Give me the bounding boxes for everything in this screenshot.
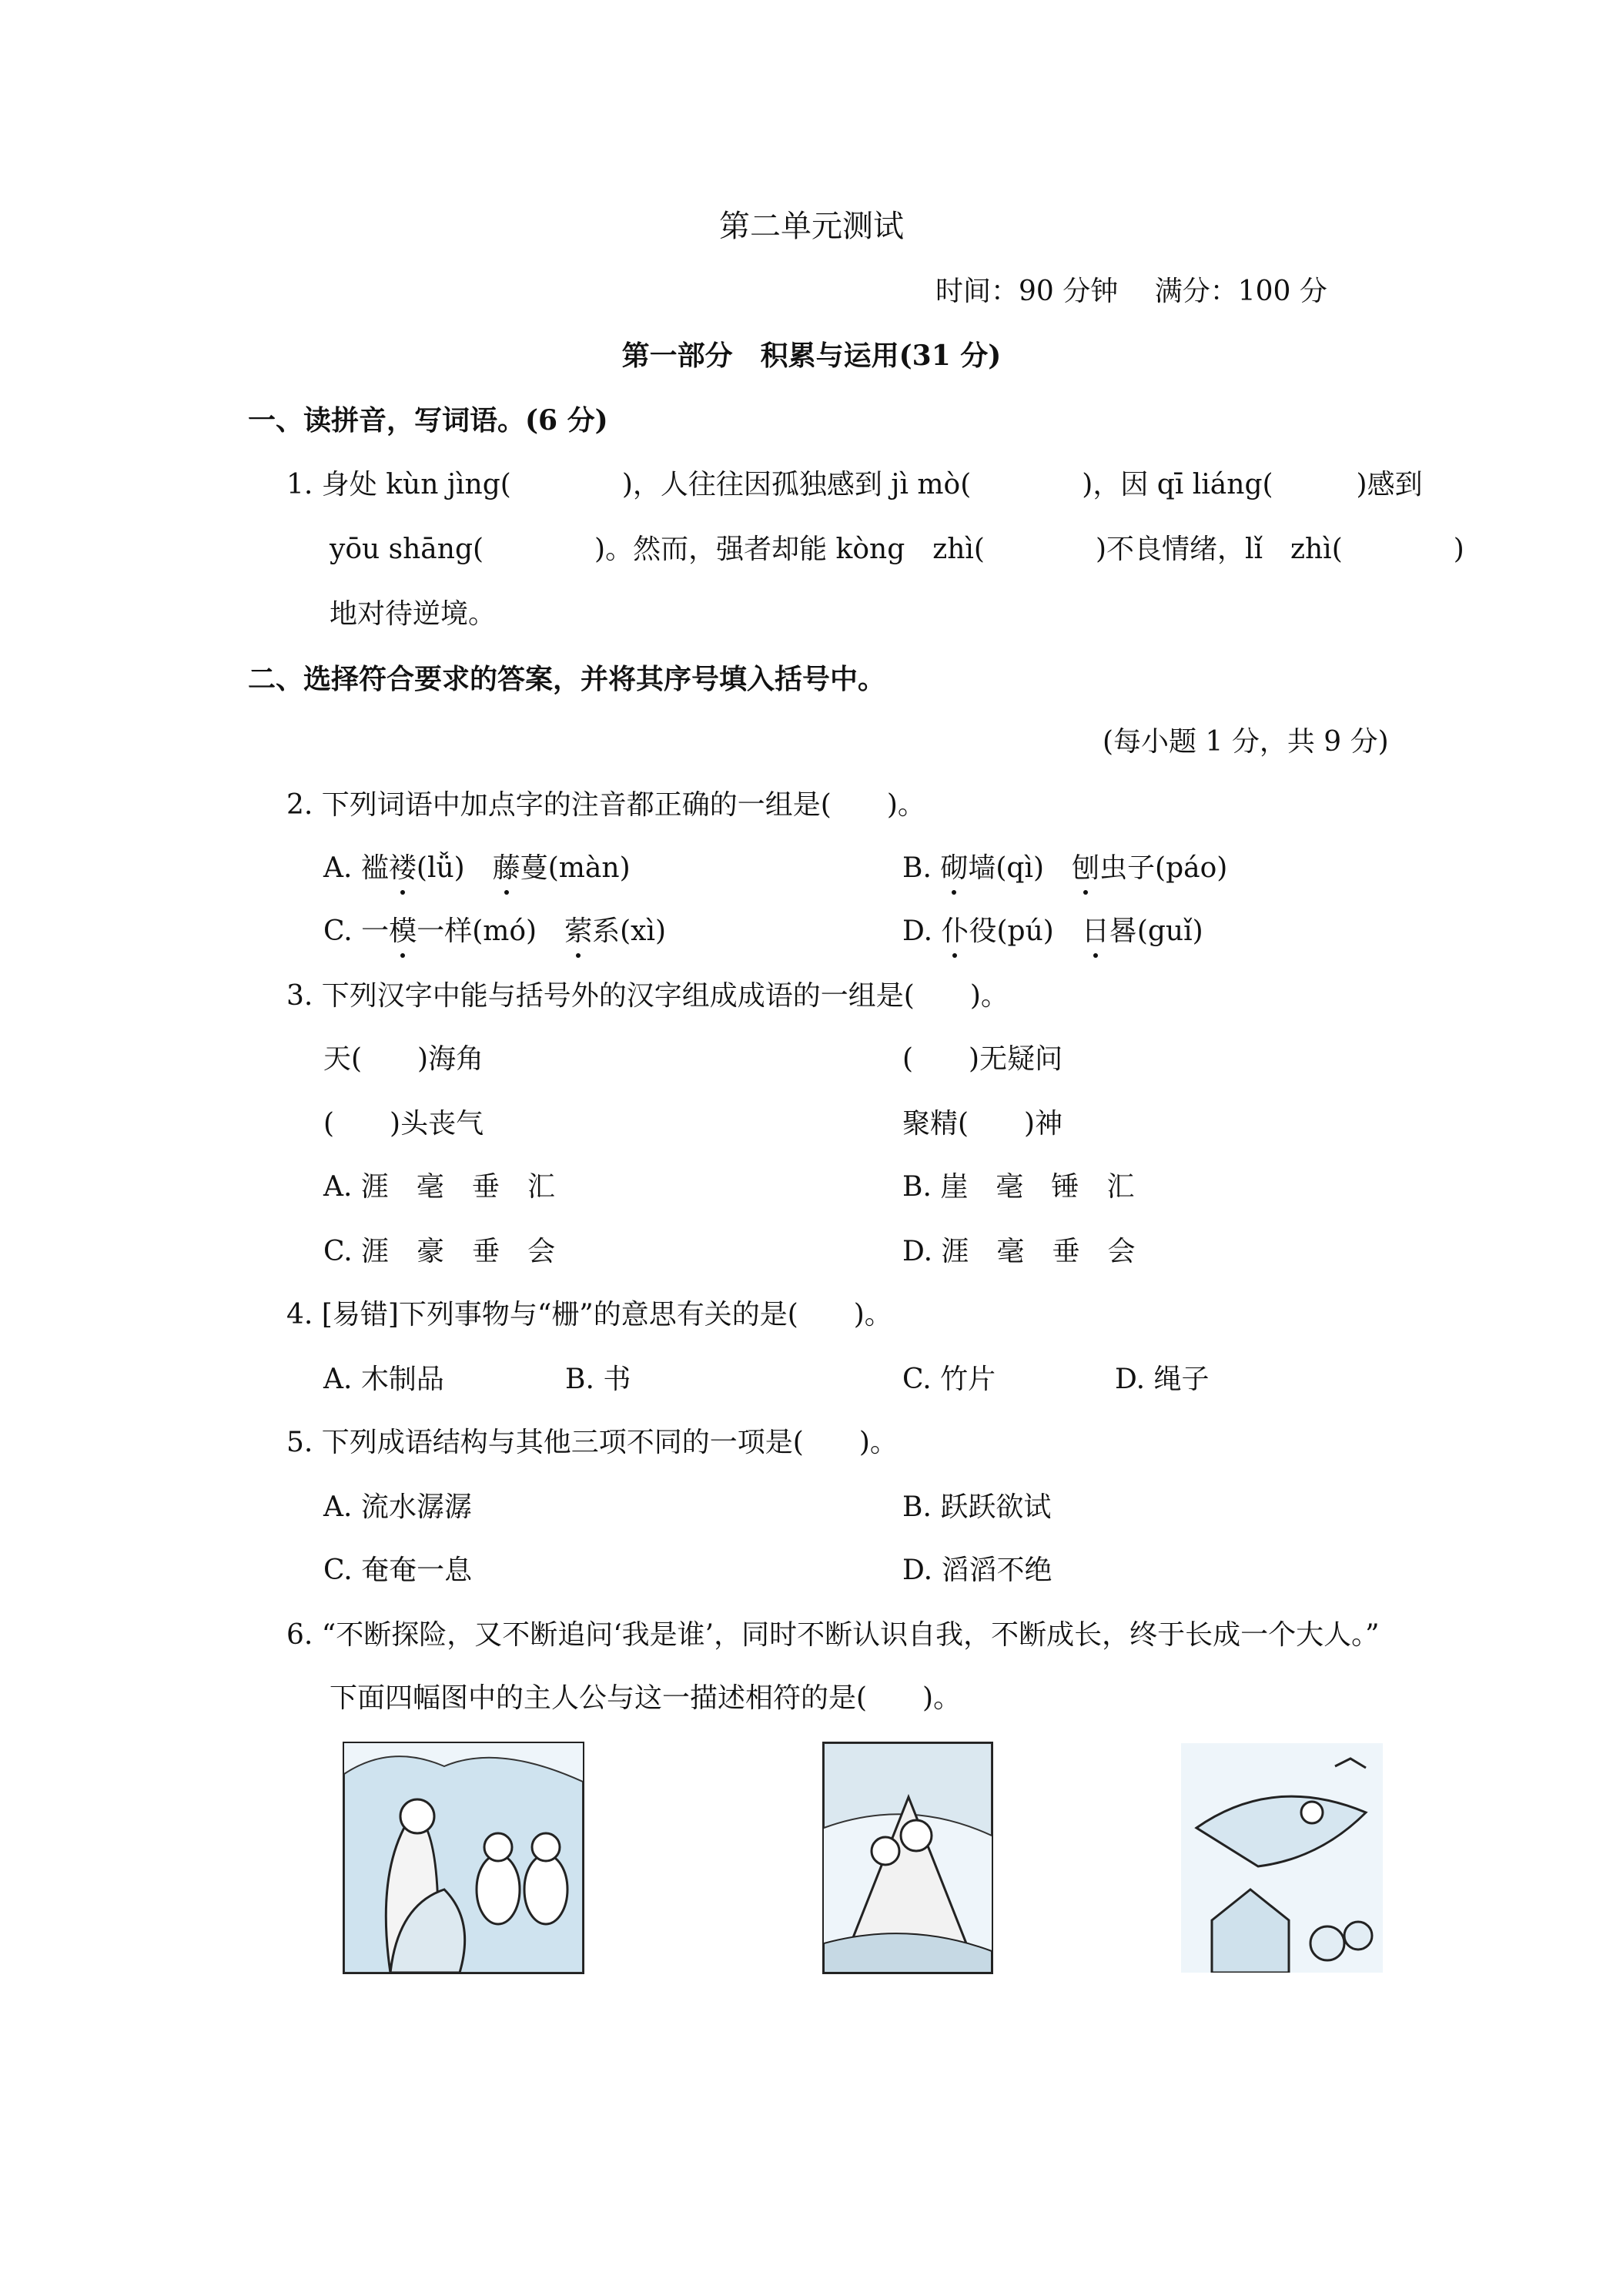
question-1-line-2: yōu shāng( )。然而，强者却能 kòng zhì( )不良情绪，lǐ zhì( ) xyxy=(330,534,1464,565)
q4-option-a[interactable]: A. 木制品 xyxy=(323,1364,444,1395)
section-2-score: (每小题 1 分，共 9 分) xyxy=(1103,726,1389,758)
q4-option-c[interactable]: C. 竹片 xyxy=(902,1364,996,1395)
q2-option-b[interactable]: B. 砌墙(qì) 刨虫子(páo) xyxy=(902,850,1227,887)
q5-option-a[interactable]: A. 流水潺潺 xyxy=(323,1491,472,1523)
question-6-line-2: 下面四幅图中的主人公与这一描述相符的是( )。 xyxy=(330,1682,962,1714)
q4-option-d[interactable]: D. 绳子 xyxy=(1115,1364,1210,1395)
section-1-heading: 一、读拼音，写词语。(6 分) xyxy=(248,404,608,437)
q3-option-d[interactable]: D. 涯 毫 垂 会 xyxy=(902,1236,1136,1267)
q2-option-d[interactable]: D. 仆役(pú) 日晷(guǐ) xyxy=(902,913,1203,950)
illustration-alice xyxy=(343,1742,584,1974)
question-2: 2. 下列词语中加点字的注音都正确的一组是( )。 xyxy=(286,789,925,821)
q5-option-c[interactable]: C. 奄奄一息 xyxy=(323,1555,473,1586)
section-2-heading: 二、选择符合要求的答案，并将其序号填入括号中。 xyxy=(248,663,886,695)
q3-option-b[interactable]: B. 崖 毫 锤 汇 xyxy=(902,1171,1135,1203)
q3-phrase-2: ( )无疑问 xyxy=(902,1043,1063,1075)
part-heading: 第一部分 积累与运用(31 分) xyxy=(621,340,1002,372)
question-3: 3. 下列汉字中能与括号外的汉字组成成语的一组是( )。 xyxy=(286,980,1009,1012)
q2-option-c[interactable]: C. 一模一样(mó) 萦系(xì) xyxy=(323,913,666,950)
q3-phrase-3: ( )头丧气 xyxy=(323,1108,484,1140)
exam-meta: 时间：90 分钟 满分：100 分 xyxy=(935,276,1327,307)
question-1-line-1: 1. 身处 kùn jìng( )，人往往因孤独感到 jì mò( )，因 qī liáng( )感到 xyxy=(286,469,1423,500)
page-title: 第二单元测试 xyxy=(719,209,904,244)
question-5: 5. 下列成语结构与其他三项不同的一项是( )。 xyxy=(286,1427,898,1458)
q3-option-c[interactable]: C. 涯 豪 垂 会 xyxy=(323,1236,556,1267)
question-6-line-1: 6. “不断探险，又不断追问‘我是谁’，同时不断认识自我，不断成长，终于长成一个大人。” xyxy=(286,1619,1380,1651)
q5-option-d[interactable]: D. 滔滔不绝 xyxy=(902,1555,1052,1586)
q4-option-b[interactable]: B. 书 xyxy=(565,1364,631,1395)
q2-option-a[interactable]: A. 褴褛(lǚ) 藤蔓(màn) xyxy=(323,850,631,887)
q5-option-b[interactable]: B. 跃跃欲试 xyxy=(902,1491,1052,1523)
q3-option-a[interactable]: A. 涯 毫 垂 汇 xyxy=(323,1171,555,1203)
q3-phrase-1: 天( )海角 xyxy=(323,1043,484,1075)
illustration-explorers xyxy=(822,1742,993,1974)
question-1-line-3: 地对待逆境。 xyxy=(330,598,497,630)
question-4: 4. [易错]下列事物与“栅”的意思有关的是( )。 xyxy=(286,1299,892,1330)
illustration-flying-boy xyxy=(1180,1742,1384,1974)
q3-phrase-4: 聚精( )神 xyxy=(902,1108,1063,1140)
